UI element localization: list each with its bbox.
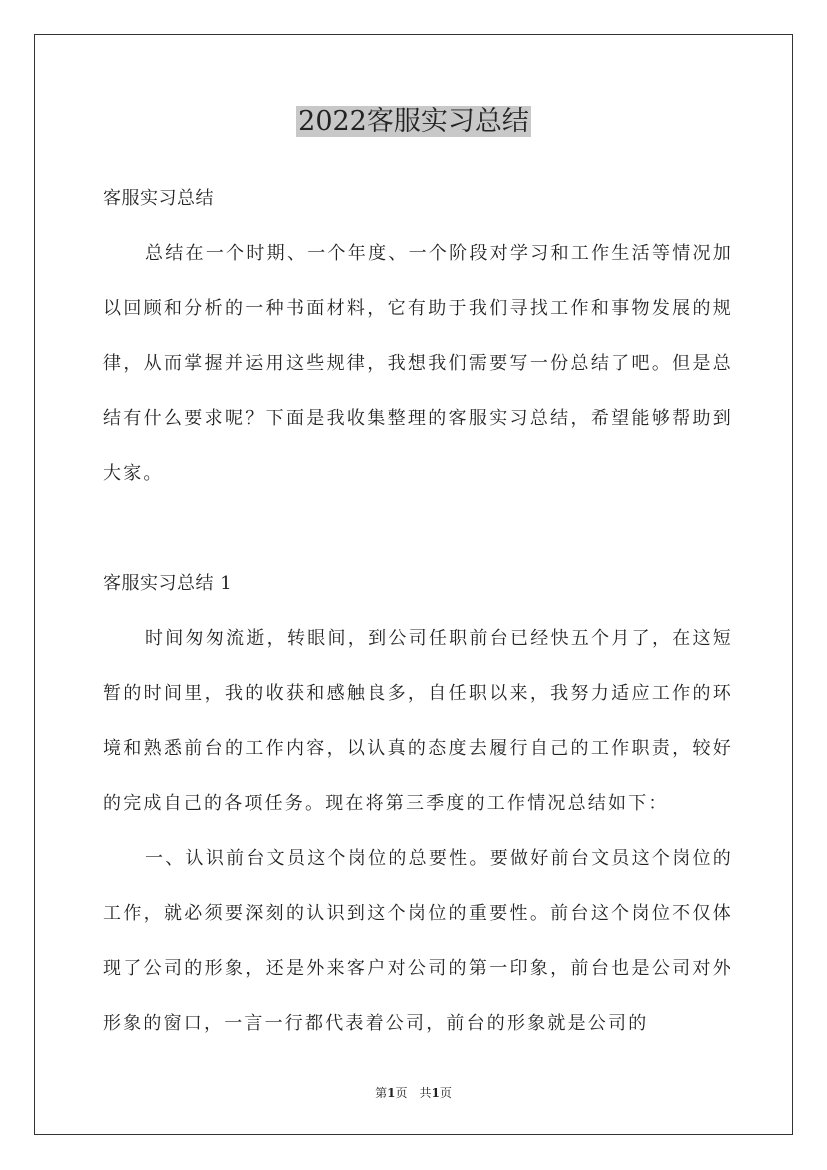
body-paragraph-1: 时间匆匆流逝，转眼间，到公司任职前台已经快五个月了，在这短暂的时间里，我的收获和感触良多，自任职以来，我努力适应工作的环境和熟悉前台的工作内容，以认真的态度去履行自己的工作职责，较好的完成自己的各项任务。现在将第三季度的工作情况总结如下： xyxy=(103,628,733,814)
document-title-text: 2022客服实习总结 xyxy=(298,106,529,137)
section-heading: 客服实习总结 1 xyxy=(103,573,233,594)
page-suffix: 页 xyxy=(395,1086,408,1100)
intro-paragraph: 总结在一个时期、一个年度、一个阶段对学习和工作生活等情况加以回顾和分析的一种书面材料，它有助于我们寻找工作和事物发展的规律，从而掌握并运用这些规律，我想我们需要写一份总结了吧。但是总结有什么要求呢？下面是我收集整理的客服实习总结，希望能够帮助到大家。 xyxy=(103,243,733,484)
page-footer xyxy=(0,1084,827,1101)
body-paragraph-2: 一、认识前台文员这个岗位的总要性。要做好前台文员这个岗位的工作，就必须要深刻的认识到这个岗位的重要性。前台这个岗位不仅体现了公司的形象，还是外来客户对公司的第一印象，前台也是公司对外形象的窗口，一言一行都代表着公司，前台的形象就是公司的 xyxy=(103,848,733,1034)
total-prefix: 共 xyxy=(419,1086,432,1100)
page-prefix: 第 xyxy=(375,1086,388,1100)
document-subtitle: 客服实习总结 xyxy=(103,188,214,209)
page-number: 1 xyxy=(387,1086,396,1100)
total-pages: 1 xyxy=(431,1086,440,1100)
document-body xyxy=(103,171,733,1051)
total-suffix: 页 xyxy=(439,1086,452,1100)
document-title xyxy=(0,103,827,141)
